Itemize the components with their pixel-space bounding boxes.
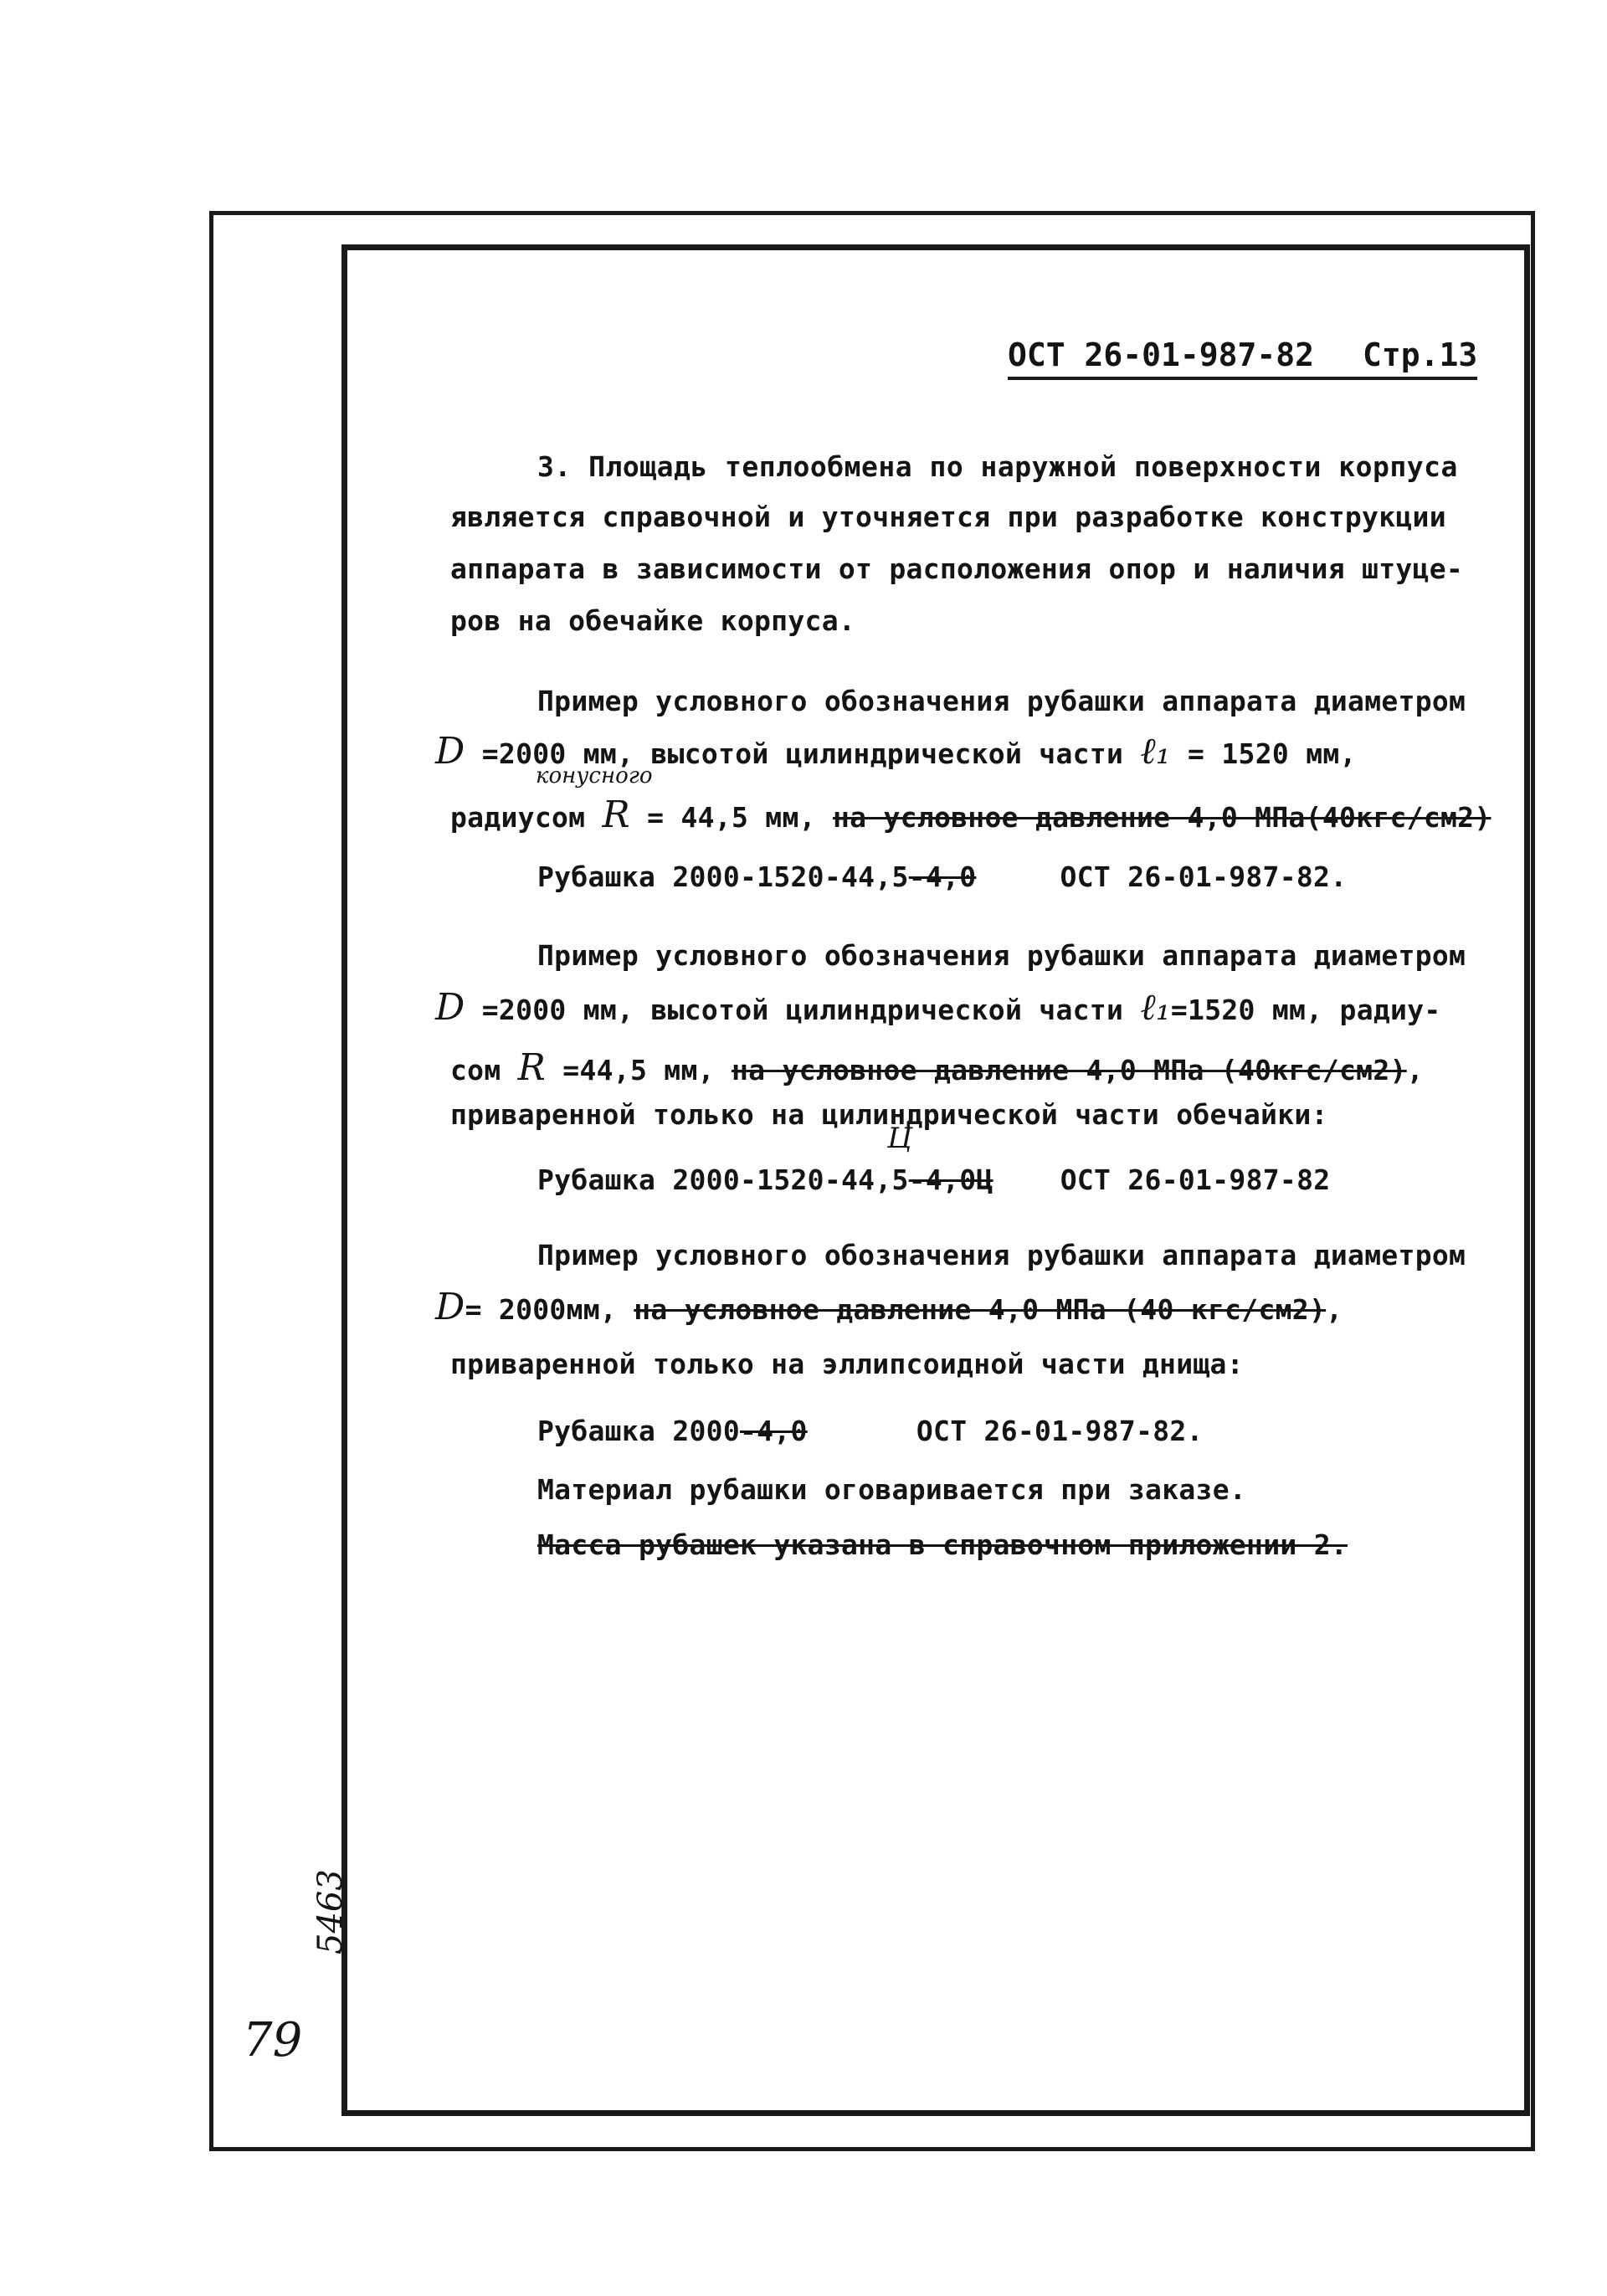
- length-symbol: ℓ₁: [1140, 730, 1171, 773]
- ex2-line1: Пример условного обозначения рубашки аппарата диаметром: [537, 939, 1466, 972]
- page-label: Стр.13: [1363, 336, 1478, 373]
- ex3-line1: Пример условного обозначения рубашки аппарата диаметром: [537, 1239, 1466, 1271]
- diameter-symbol: D: [435, 986, 465, 1029]
- ex3-designation: Рубашка 2000-4,0 ОСТ 26-01-987-82.: [537, 1415, 1204, 1447]
- ex3-line2: D= 2000мм, на условное давление 4,0 МПа (40 кгс/см2),: [435, 1286, 1343, 1328]
- ex1-line3: радиусом R = 44,5 мм, на условное давление 4,0 МПа(40кгс/см2): [450, 794, 1491, 836]
- para3-line3: аппарата в зависимости от расположения опор и наличия штуце-: [450, 552, 1464, 585]
- handwritten-insert: Ц: [887, 1122, 912, 1155]
- ex2-line2: D =2000 мм, высотой цилиндрической части ℓ₁=1520 мм, радиу-: [435, 986, 1441, 1029]
- struck-pressure: на условное давление 4,0 МПа (40кгс/см2): [731, 1054, 1407, 1086]
- ex1-line1: Пример условного обозначения рубашки аппарата диаметром: [537, 685, 1466, 717]
- standard-number: ОСТ 26-01-987-82: [1008, 336, 1315, 373]
- ex1-line2: D =2000 мм, высотой цилиндрической части ℓ₁ = 1520 мм,: [435, 730, 1357, 773]
- ex2-line4: приваренной только на цилиндрической части обечайки:: [450, 1098, 1328, 1131]
- para3-line4: ров на обечайке корпуса.: [450, 604, 856, 637]
- margin-number: 5463: [311, 1869, 350, 1954]
- diameter-symbol: D: [435, 1286, 465, 1328]
- material-note: Материал рубашки оговаривается при заказе.: [537, 1473, 1247, 1506]
- handwritten-insert: конусного: [536, 763, 653, 788]
- page-number: 79: [243, 2013, 303, 2067]
- para3-line1: 3. Площадь теплообмена по наружной поверхности корпуса: [537, 450, 1458, 483]
- ex2-designation: Рубашка 2000-1520-44,5-4,0Ц ОСТ 26-01-987-82: [537, 1163, 1331, 1196]
- radius-symbol: R: [517, 1046, 547, 1089]
- mass-note: Масса рубашек указана в справочном приложении 2.: [537, 1528, 1348, 1561]
- ex2-line3: сом R =44,5 мм, на условное давление 4,0 МПа (40кгс/см2),: [450, 1046, 1424, 1089]
- ex3-line3: приваренной только на эллипсоидной части днища:: [450, 1348, 1244, 1380]
- ex1-designation: Рубашка 2000-1520-44,5-4,0 ОСТ 26-01-987-82.: [537, 860, 1348, 893]
- diameter-symbol: D: [435, 730, 465, 773]
- struck-pressure: на условное давление 4,0 МПа(40кгс/см2): [832, 801, 1491, 834]
- length-symbol: ℓ₁: [1140, 986, 1171, 1029]
- page-header: [1008, 336, 1477, 380]
- struck-pressure: на условное давление 4,0 МПа (40 кгс/см2): [634, 1293, 1327, 1326]
- para3-line2: является справочной и уточняется при разработке конструкции: [450, 501, 1446, 533]
- radius-symbol: R: [602, 794, 630, 836]
